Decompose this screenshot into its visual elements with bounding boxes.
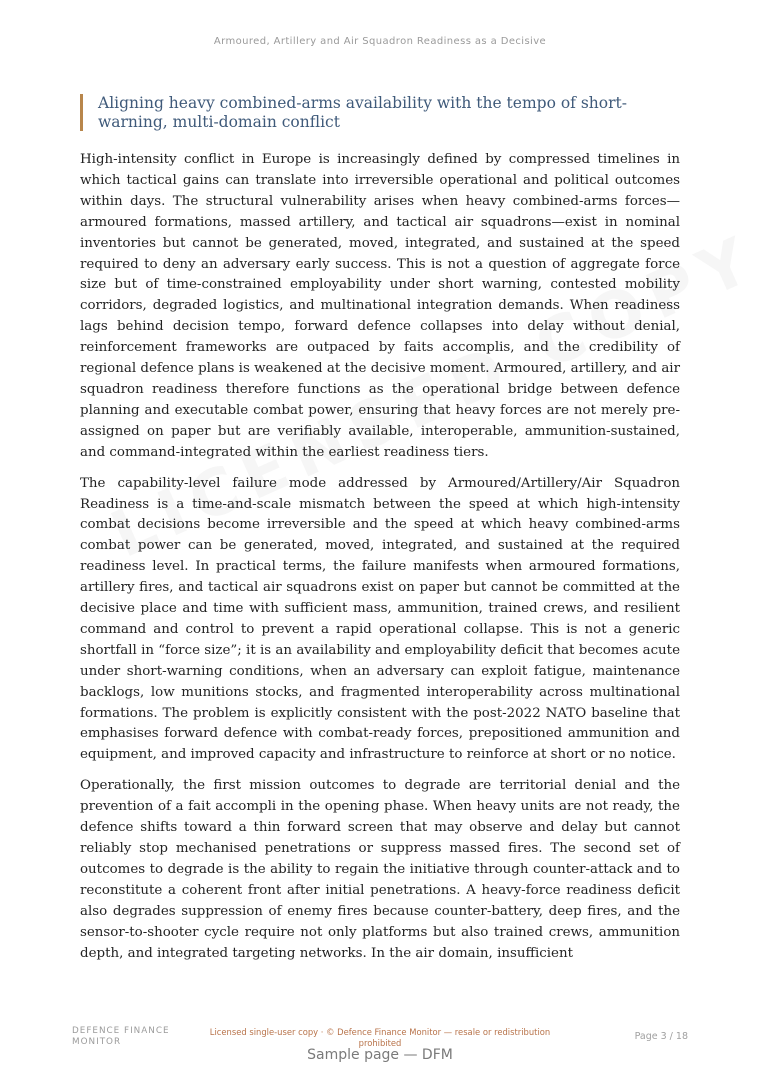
footer-license (200, 1027, 560, 1048)
body-text (80, 150, 680, 974)
footer-brand-line: DEFENCE FINANCE (72, 1026, 170, 1036)
page-number: Page 3 / 18 (634, 1031, 688, 1042)
paragraph: High-intensity conflict in Europe is increasingly defined by compressed timelines in which tactical gains can translate into irreversible operational and political outcomes within days. The structural vulnerability arises when heavy combined-arms forces—armoured formations, massed artillery, and tactical air squadrons—exist in nominal inventories but cannot be generated, moved, integrated, and sustained at the speed required to deny an adversary early success. This is not a question of aggregate force size but of time-constrained employability under short warning, contested mobility corridors, degraded logistics, and multinational integration demands. When readiness lags behind decision tempo, forward defence collapses into delay without denial, reinforcement frameworks are outpaced by faits accomplis, and the credibility of regional defence plans is weakened at the decisive moment. Armoured, artillery, and air squadron readiness therefore functions as the operational bridge between defence planning and executable combat power, ensuring that heavy forces are not merely pre-assigned on paper but are verifiably available, interoperable, ammunition-sustained, and command-integrated within the earliest readiness tiers. (80, 152, 680, 460)
sample-page-label: Sample page — DFM (307, 1047, 453, 1063)
paragraph: Operationally, the first mission outcomes to degrade are territorial denial and the prevention of a fait accompli in the opening phase. When heavy units are not ready, the defence shifts toward a thin forward screen that may observe and delay but cannot reliably stop mechanised penetrations or suppress massed fires. The second set of outcomes to degrade is the ability to regain the initiative through counter-attack and to reconstitute a coherent front after initial penetrations. A heavy-force readiness deficit also degrades suppression of enemy fires because counter-battery, deep fires, and the sensor-to-shooter cycle require not only platforms but also trained crews, ammunition depth, and integrated targeting networks. In the air domain, insufficient (80, 778, 680, 961)
paragraph: The capability-level failure mode addressed by Armoured/Artillery/Air Squadron Readiness is a time-and-scale mismatch between the speed at which high-intensity combat decisions become irreversible and the speed at which heavy combined-arms combat power can be generated, moved, integrated, and sustained at the required readiness level. In practical terms, the failure manifests when armoured formations, artillery fires, and tactical air squadrons exist on paper but cannot be committed at the decisive place and time with sufficient mass, ammunition, trained crews, and resilient command and control to prevent a rapid operational collapse. This is not a generic shortfall in “force size”; it is an availability and employability deficit that becomes acute under short-warning conditions, when an adversary can exploit fatigue, maintenance backlogs, low munitions stocks, and fragmented interoperability across multinational formations. The problem is explicitly consistent with the post-2022 NATO baseline that emphasises forward defence with combat-ready forces, prepositioned ammunition and equipment, and improved capacity and infrastructure to reinforce at short or no notice. (80, 475, 680, 763)
section-heading: Aligning heavy combined-arms availability with the tempo of short-warning, multi-domain conflict (80, 94, 658, 131)
footer-brand-line: MONITOR (72, 1037, 122, 1047)
footer-license-line: prohibited (358, 1037, 402, 1048)
footer-license-line: Licensed single-user copy · © Defence Finance Monitor — resale or redistribution (209, 1027, 551, 1037)
running-head: Armoured, Artillery and Air Squadron Readiness as a Decisive (213, 36, 547, 47)
footer-brand (72, 1026, 202, 1048)
